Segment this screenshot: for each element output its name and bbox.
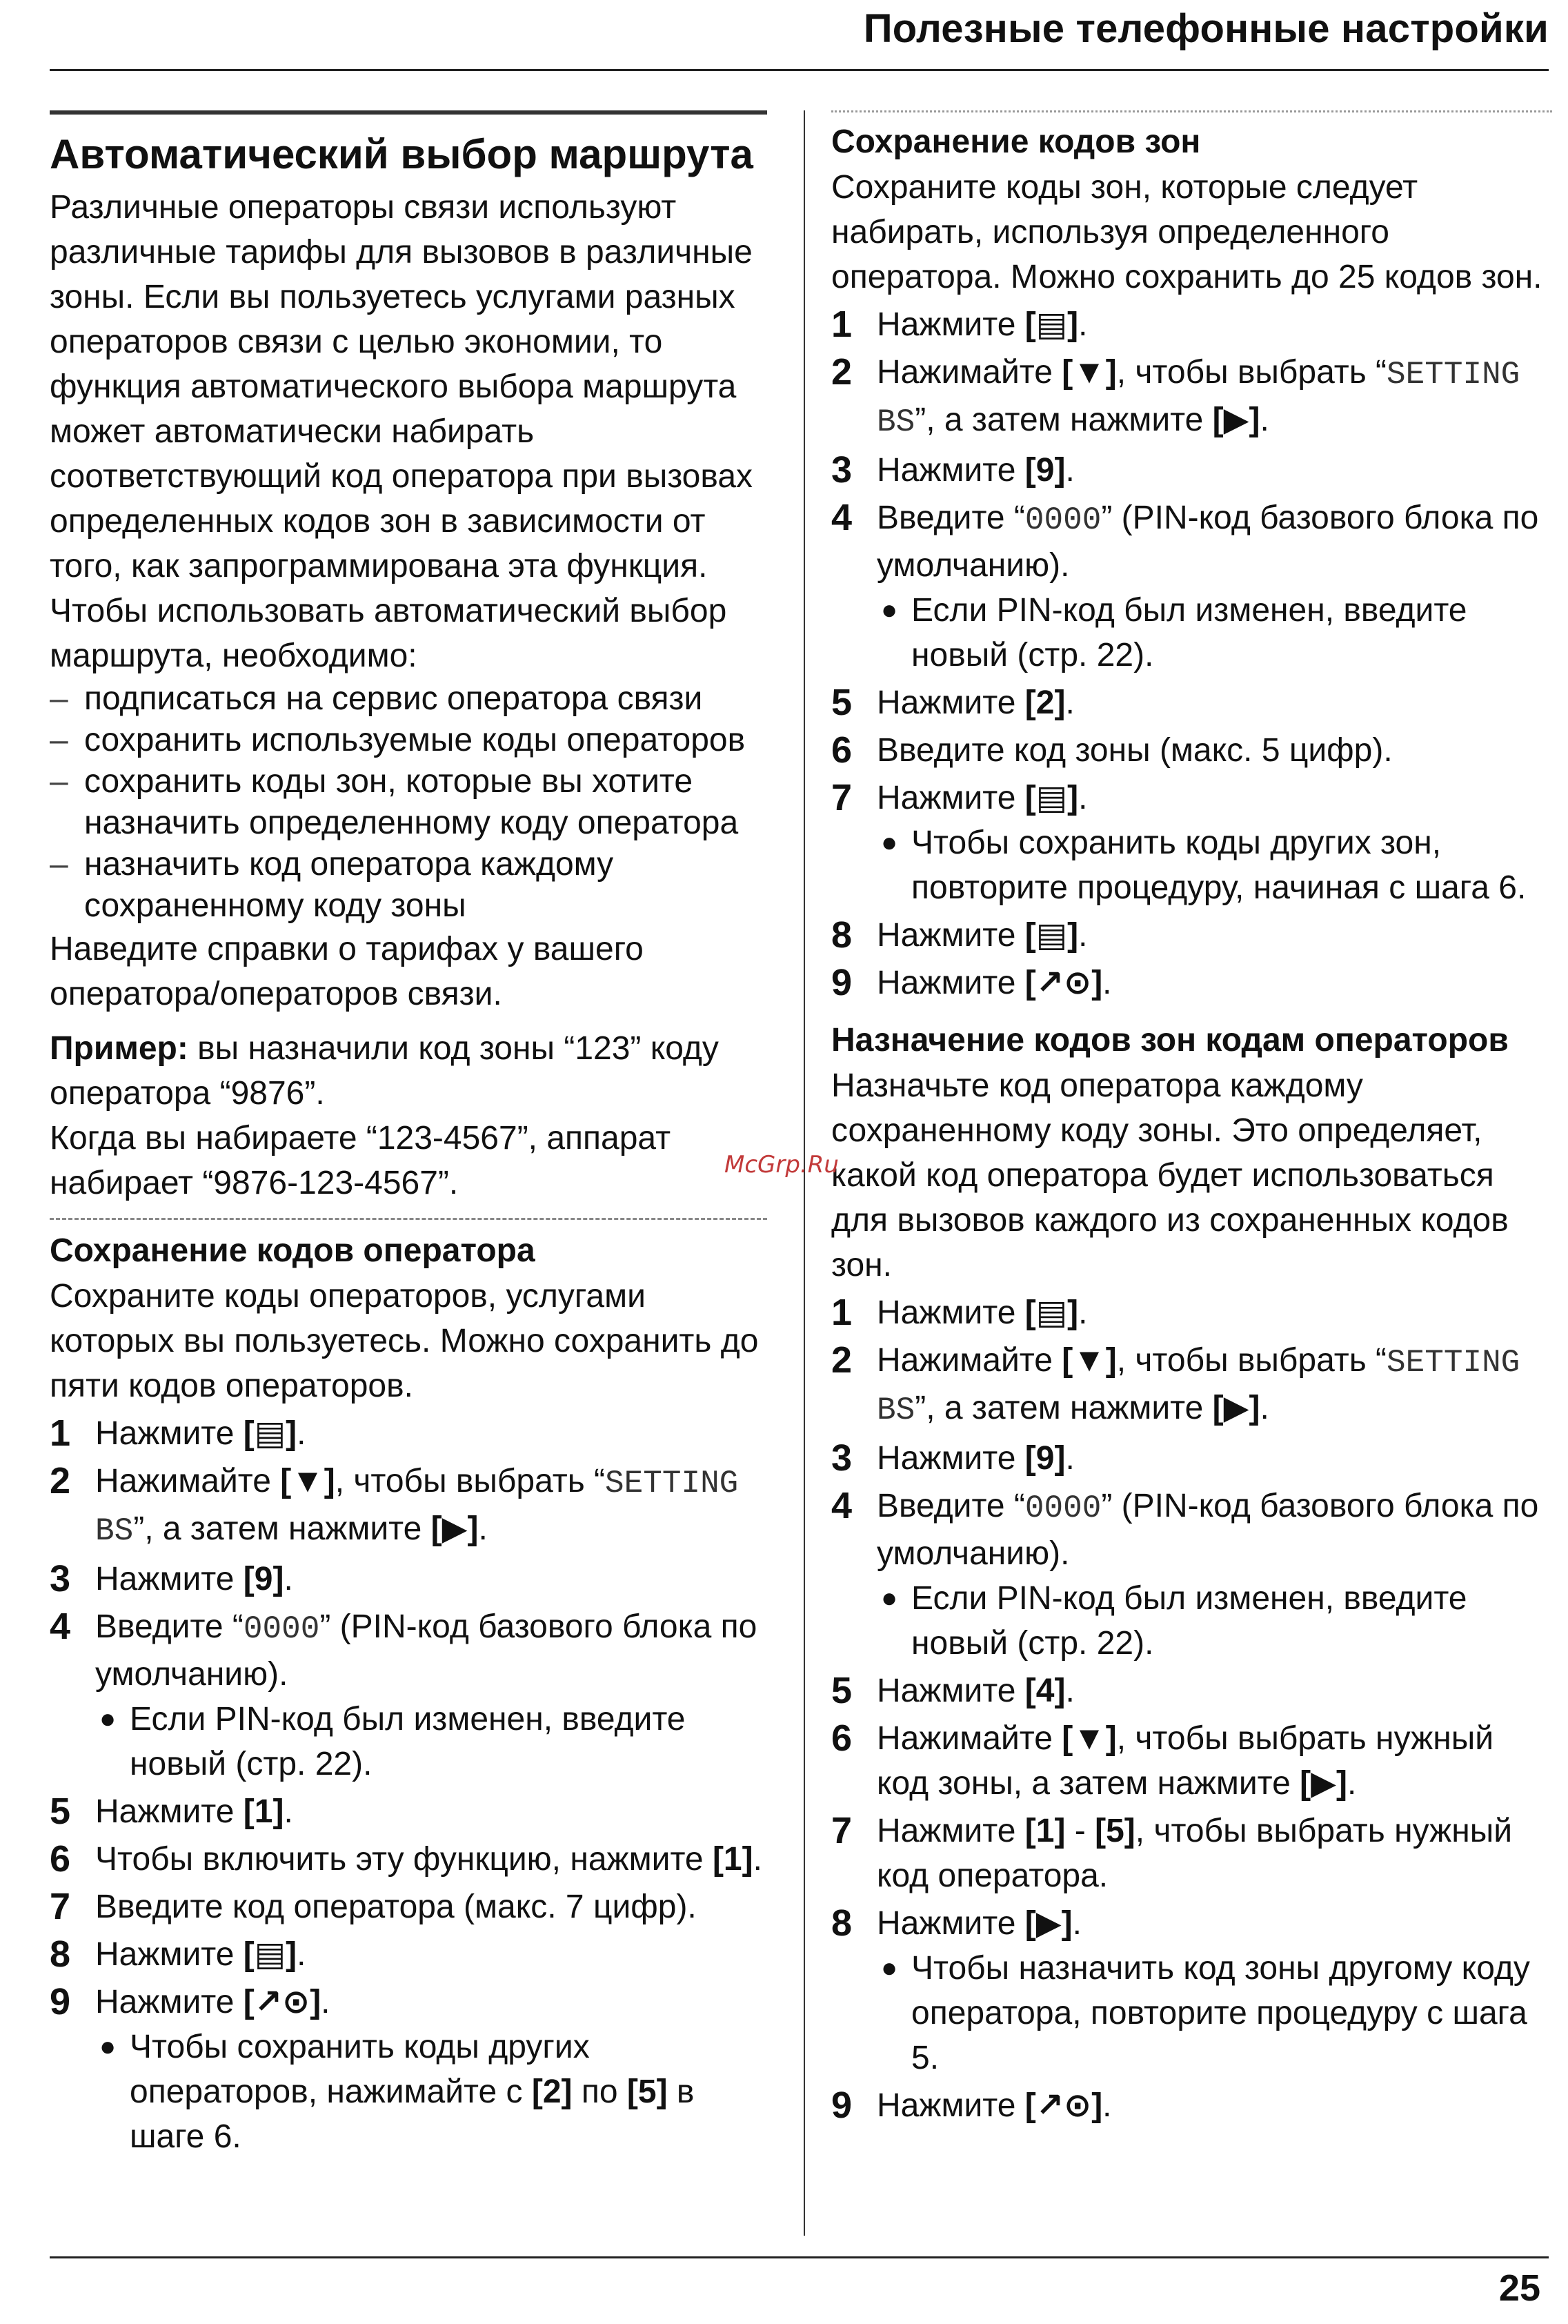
step-5: 5 Нажмите [4]. xyxy=(831,1670,1075,1711)
step-9: 9 Нажмите [↗⊙]. xyxy=(831,2085,1112,2126)
list-item: – сохранить коды зон, которые вы хотите назначить определенному коду оператора xyxy=(50,763,739,841)
step-note: ● Чтобы сохранить коды других зон, повторите процедуру, начиная с шага 6. xyxy=(877,820,1552,910)
menu-key-icon: [▤] xyxy=(243,1415,297,1452)
steps-list xyxy=(50,1411,767,2159)
key-5: [5] xyxy=(626,2074,668,2110)
right-arrow-key-icon: [▶] xyxy=(430,1510,479,1547)
menu-key-icon: [▤] xyxy=(1024,917,1079,954)
step-2: 2 Нажимайте [▼], чтобы выбрать “SETTING BS”, а затем нажмите [▶]. xyxy=(831,351,1520,440)
step-3: 3 Нажмите [9]. xyxy=(831,449,1075,491)
step-7: 7 Нажмите [1] - [5], чтобы выбрать нужный код оператора. xyxy=(831,1810,1513,1894)
list-item: – сохранить используемые коды операторов xyxy=(50,722,746,758)
section-divider xyxy=(50,1218,767,1220)
steps-list xyxy=(831,1290,1552,2128)
list-item: – подписаться на сервис оператора связи xyxy=(50,680,703,717)
page-header-title: Полезные телефонные настройки xyxy=(863,6,1549,51)
main-heading: Автоматический выбор маршрута xyxy=(50,131,753,177)
section-intro: Сохраните коды операторов, услугами которых вы пользуетесь. Можно сохранить до пяти кодов операторов. xyxy=(50,1278,759,1404)
key-1: [1] xyxy=(243,1793,284,1830)
off-key-icon: [↗⊙] xyxy=(1024,965,1103,1001)
step-5: 5 Нажмите [2]. xyxy=(831,682,1075,723)
step-note: ● Если PIN-код был изменен, введите новый (стр. 22). xyxy=(877,1576,1552,1666)
off-key-icon: [↗⊙] xyxy=(243,1984,321,2020)
down-arrow-key-icon: [▼] xyxy=(1062,354,1117,391)
menu-key-icon: [▤] xyxy=(1024,1294,1079,1331)
right-arrow-key-icon: [▶] xyxy=(1024,1905,1073,1942)
key-2: [2] xyxy=(1024,685,1066,721)
header-rule xyxy=(50,69,1549,71)
section-title-operator-codes: Сохранение кодов оператора xyxy=(50,1232,535,1269)
step-4: 4 Введите “0000” (PIN-код базового блока по умолчанию). ● Если PIN-код был изменен, введите новый (стр. 22). xyxy=(831,495,1552,678)
left-column xyxy=(50,110,767,2162)
requirements-text: Чтобы использовать автоматический выбор маршрута, необходимо: xyxy=(50,593,727,674)
menu-key-icon: [▤] xyxy=(1024,780,1079,816)
menu-key-icon: [▤] xyxy=(1024,306,1079,343)
key-9: [9] xyxy=(1024,1440,1066,1477)
bullet-icon: ● xyxy=(881,827,898,858)
list-item: – назначить код оператора каждому сохраненному коду зоны xyxy=(50,846,614,924)
step-2: 2 Нажимайте [▼], чтобы выбрать “SETTING BS”, а затем нажмите [▶]. xyxy=(831,1339,1520,1428)
requirements-list xyxy=(50,678,767,927)
step-note: ● Чтобы назначить код зоны другому коду оператора, повторите процедуру с шага 5. xyxy=(877,1946,1552,2080)
right-arrow-key-icon: [▶] xyxy=(1300,1765,1348,1802)
key-4: [4] xyxy=(1024,1673,1066,1709)
bullet-icon: ● xyxy=(881,595,898,625)
example-paragraph-2: Когда вы набираете “123-4567”, аппарат набирает “9876-123-4567”. xyxy=(50,1120,671,1201)
steps-list xyxy=(831,302,1552,1005)
down-arrow-key-icon: [▼] xyxy=(1062,1720,1117,1757)
menu-key-icon: [▤] xyxy=(243,1936,297,1973)
step-3: 3 Нажмите [9]. xyxy=(50,1558,293,1599)
section-rule xyxy=(50,110,767,115)
key-1: [1] xyxy=(712,1841,753,1878)
step-1: 1 Нажмите [▤]. xyxy=(50,1412,306,1454)
key-9: [9] xyxy=(243,1561,284,1597)
section-title-area-codes: Сохранение кодов зон xyxy=(831,124,1201,160)
step-6: 6 Чтобы включить эту функцию, нажмите [1]. xyxy=(50,1838,762,1880)
bullet-icon: ● xyxy=(881,1583,898,1613)
step-6: 6 Введите код зоны (макс. 5 цифр). xyxy=(831,729,1393,771)
down-arrow-key-icon: [▼] xyxy=(1062,1342,1117,1379)
step-3: 3 Нажмите [9]. xyxy=(831,1437,1075,1479)
bullet-icon: ● xyxy=(881,1953,898,1983)
key-1: [1] xyxy=(1024,1813,1066,1849)
step-1: 1 Нажмите [▤]. xyxy=(831,304,1088,345)
off-key-icon: [↗⊙] xyxy=(1024,2087,1103,2124)
step-1: 1 Нажмите [▤]. xyxy=(831,1292,1088,1333)
step-4: 4 Введите “0000” (PIN-код базового блока по умолчанию). ● Если PIN-код был изменен, введите новый (стр. 22). xyxy=(50,1604,767,1786)
step-7: 7 Нажмите [▤]. ● Чтобы сохранить коды других зон, повторите процедуру, начиная с шага 6. xyxy=(831,776,1552,910)
step-2: 2 Нажимайте [▼], чтобы выбрать “SETTING BS”, а затем нажмите [▶]. xyxy=(50,1460,739,1549)
down-arrow-key-icon: [▼] xyxy=(280,1463,335,1499)
step-8: 8 Нажмите [▶]. ● Чтобы назначить код зоны другому коду оператора, повторите процедуру с шага 5. xyxy=(831,1901,1552,2080)
key-2: [2] xyxy=(531,2074,573,2110)
right-arrow-key-icon: [▶] xyxy=(1212,402,1260,438)
page-number: 25 xyxy=(1498,2267,1540,2309)
footer-rule xyxy=(50,2256,1549,2258)
step-6: 6 Нажимайте [▼], чтобы выбрать нужный код зоны, а затем нажмите [▶]. xyxy=(831,1717,1494,1802)
step-4: 4 Введите “0000” (PIN-код базового блока по умолчанию). ● Если PIN-код был изменен, введите новый (стр. 22). xyxy=(831,1484,1552,1666)
step-note: ● Если PIN-код был изменен, введите новый (стр. 22). xyxy=(95,1697,767,1786)
intro-paragraph: Различные операторы связи используют различные тарифы для вызовов в различные зоны. Если вы пользуетесь услугами разных операторов связи с целью экономии, то функция автоматического выбора маршрута может автоматически набирать соответствующий код оператора при вызовах определенных кодов зон в зависимости от того, как запрограммирована эта функция. xyxy=(50,189,753,584)
step-note: ● Если PIN-код был изменен, введите новый (стр. 22). xyxy=(877,588,1552,678)
example-label: Пример: xyxy=(50,1030,188,1067)
key-5: [5] xyxy=(1095,1813,1135,1849)
section-rule xyxy=(831,110,1552,112)
watermark: McGrp.Ru xyxy=(724,1151,839,1179)
example-paragraph: Пример: вы назначили код зоны “123” коду оператора “9876”. xyxy=(50,1030,719,1112)
inquiry-paragraph: Наведите справки о тарифах у вашего оператора/операторов связи. xyxy=(50,931,644,1012)
step-note: ● Чтобы сохранить коды других операторов, нажимайте с [2] по [5] в шаге 6. xyxy=(95,2025,767,2159)
step-5: 5 Нажмите [1]. xyxy=(50,1791,293,1832)
right-arrow-key-icon: [▶] xyxy=(1212,1390,1260,1426)
right-column xyxy=(831,110,1552,2131)
key-9: [9] xyxy=(1024,452,1066,489)
step-7: 7 Введите код оператора (макс. 7 цифр). xyxy=(50,1886,697,1927)
bullet-icon: ● xyxy=(99,1704,117,1734)
step-9: 9 Нажмите [↗⊙]. xyxy=(831,962,1112,1003)
section-title-assign-codes: Назначение кодов зон кодам операторов xyxy=(831,1022,1509,1058)
step-8: 8 Нажмите [▤]. xyxy=(831,914,1088,956)
step-9: 9 Нажмите [↗⊙]. ● Чтобы сохранить коды других операторов, нажимайте с [2] по [5] в шаге 6. xyxy=(50,1980,767,2159)
section-intro: Назначьте код оператора каждому сохраненному коду зоны. Это определяет, какой код оператора будет использоваться для вызовов каждого из сохраненных кодов зон. xyxy=(831,1067,1509,1283)
step-8: 8 Нажмите [▤]. xyxy=(50,1933,306,1975)
section-intro: Сохраните коды зон, которые следует набирать, используя определенного оператора. Можно сохранить до 25 кодов зон. xyxy=(831,169,1542,295)
bullet-icon: ● xyxy=(99,2031,117,2062)
